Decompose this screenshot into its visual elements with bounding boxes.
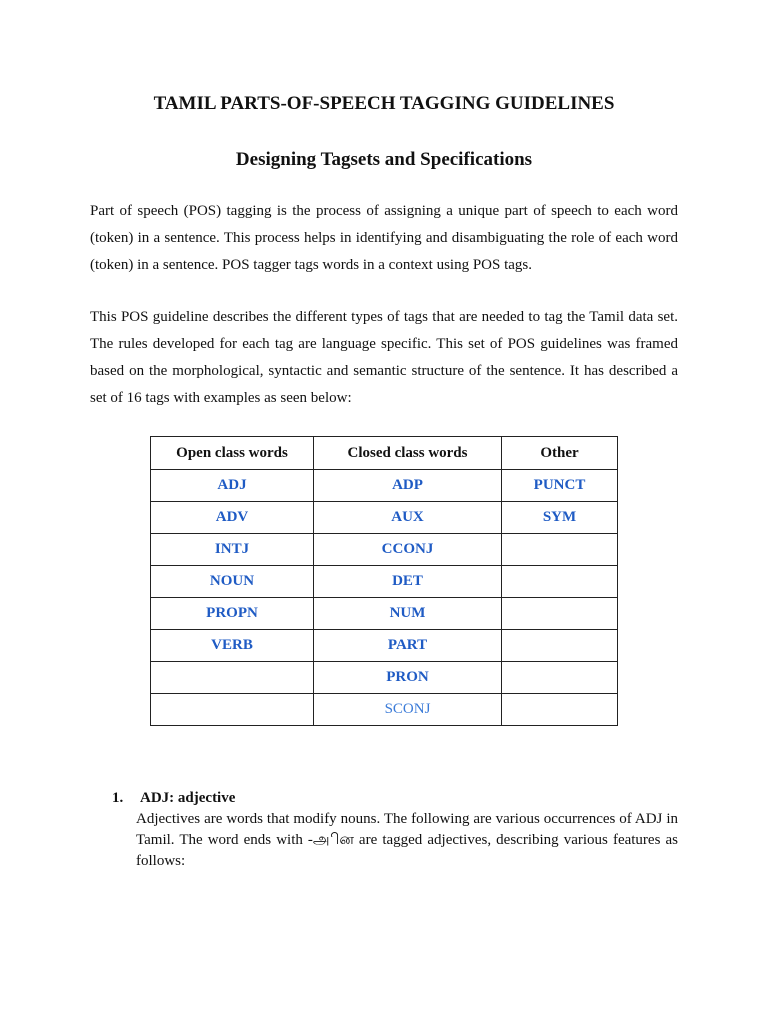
table-cell: NOUN xyxy=(151,566,314,598)
table-cell: DET xyxy=(314,566,502,598)
table-cell: SCONJ xyxy=(314,694,502,726)
guideline-paragraph: This POS guideline describes the different types of tags that are needed to tag the Tamil data set. The rules developed for each tag are language specific. This set of POS guidelines was framed based on the morphological, syntactic and semantic structure of the sentence. It has described a set of 16 tags with examples as seen below: xyxy=(90,309,678,406)
table-row xyxy=(151,630,618,662)
table-cell xyxy=(502,630,618,662)
table-row xyxy=(151,534,618,566)
table-cell: INTJ xyxy=(151,534,314,566)
table-cell: PUNCT xyxy=(502,470,618,502)
table-row xyxy=(151,598,618,630)
header-open-class: Open class words xyxy=(151,437,314,470)
intro-paragraph: Part of speech (POS) tagging is the process of assigning a unique part of speech to each word (token) in a sentence. This process helps in identifying and disambiguating the role of each word (token) in a sentence. POS tagger tags words in a context using POS tags. xyxy=(90,203,678,273)
table-cell: ADP xyxy=(314,470,502,502)
table-cell xyxy=(151,694,314,726)
table-cell xyxy=(502,662,618,694)
table-row xyxy=(151,662,618,694)
section-number: 1. xyxy=(112,790,124,806)
document-title: TAMIL PARTS-OF-SPEECH TAGGING GUIDELINES xyxy=(153,93,615,114)
table-row xyxy=(151,502,618,534)
section-heading-adj xyxy=(112,790,235,807)
table-cell xyxy=(502,598,618,630)
header-other: Other xyxy=(502,437,618,470)
table-cell: PART xyxy=(314,630,502,662)
table-row xyxy=(151,566,618,598)
document-subtitle: Designing Tagsets and Specifications xyxy=(235,149,533,170)
table-cell: CCONJ xyxy=(314,534,502,566)
table-cell xyxy=(151,662,314,694)
section-body-adj: Adjectives are words that modify nouns. The following are various occurrences of ADJ in Tamil. The word ends with -அின are tagged adjectives, describing various features as follows: xyxy=(136,811,678,869)
table-cell xyxy=(502,566,618,598)
table-cell xyxy=(502,534,618,566)
table-cell xyxy=(502,694,618,726)
table-header-row xyxy=(151,437,618,470)
header-closed-class: Closed class words xyxy=(314,437,502,470)
table-row xyxy=(151,470,618,502)
table-cell: ADJ xyxy=(151,470,314,502)
table-cell: PROPN xyxy=(151,598,314,630)
table-cell: PRON xyxy=(314,662,502,694)
table-cell: AUX xyxy=(314,502,502,534)
table-cell: SYM xyxy=(502,502,618,534)
table-cell: VERB xyxy=(151,630,314,662)
table-cell: ADV xyxy=(151,502,314,534)
table-cell: NUM xyxy=(314,598,502,630)
table-row xyxy=(151,694,618,726)
tagset-table xyxy=(150,436,618,726)
section-title: ADJ: adjective xyxy=(140,790,236,806)
